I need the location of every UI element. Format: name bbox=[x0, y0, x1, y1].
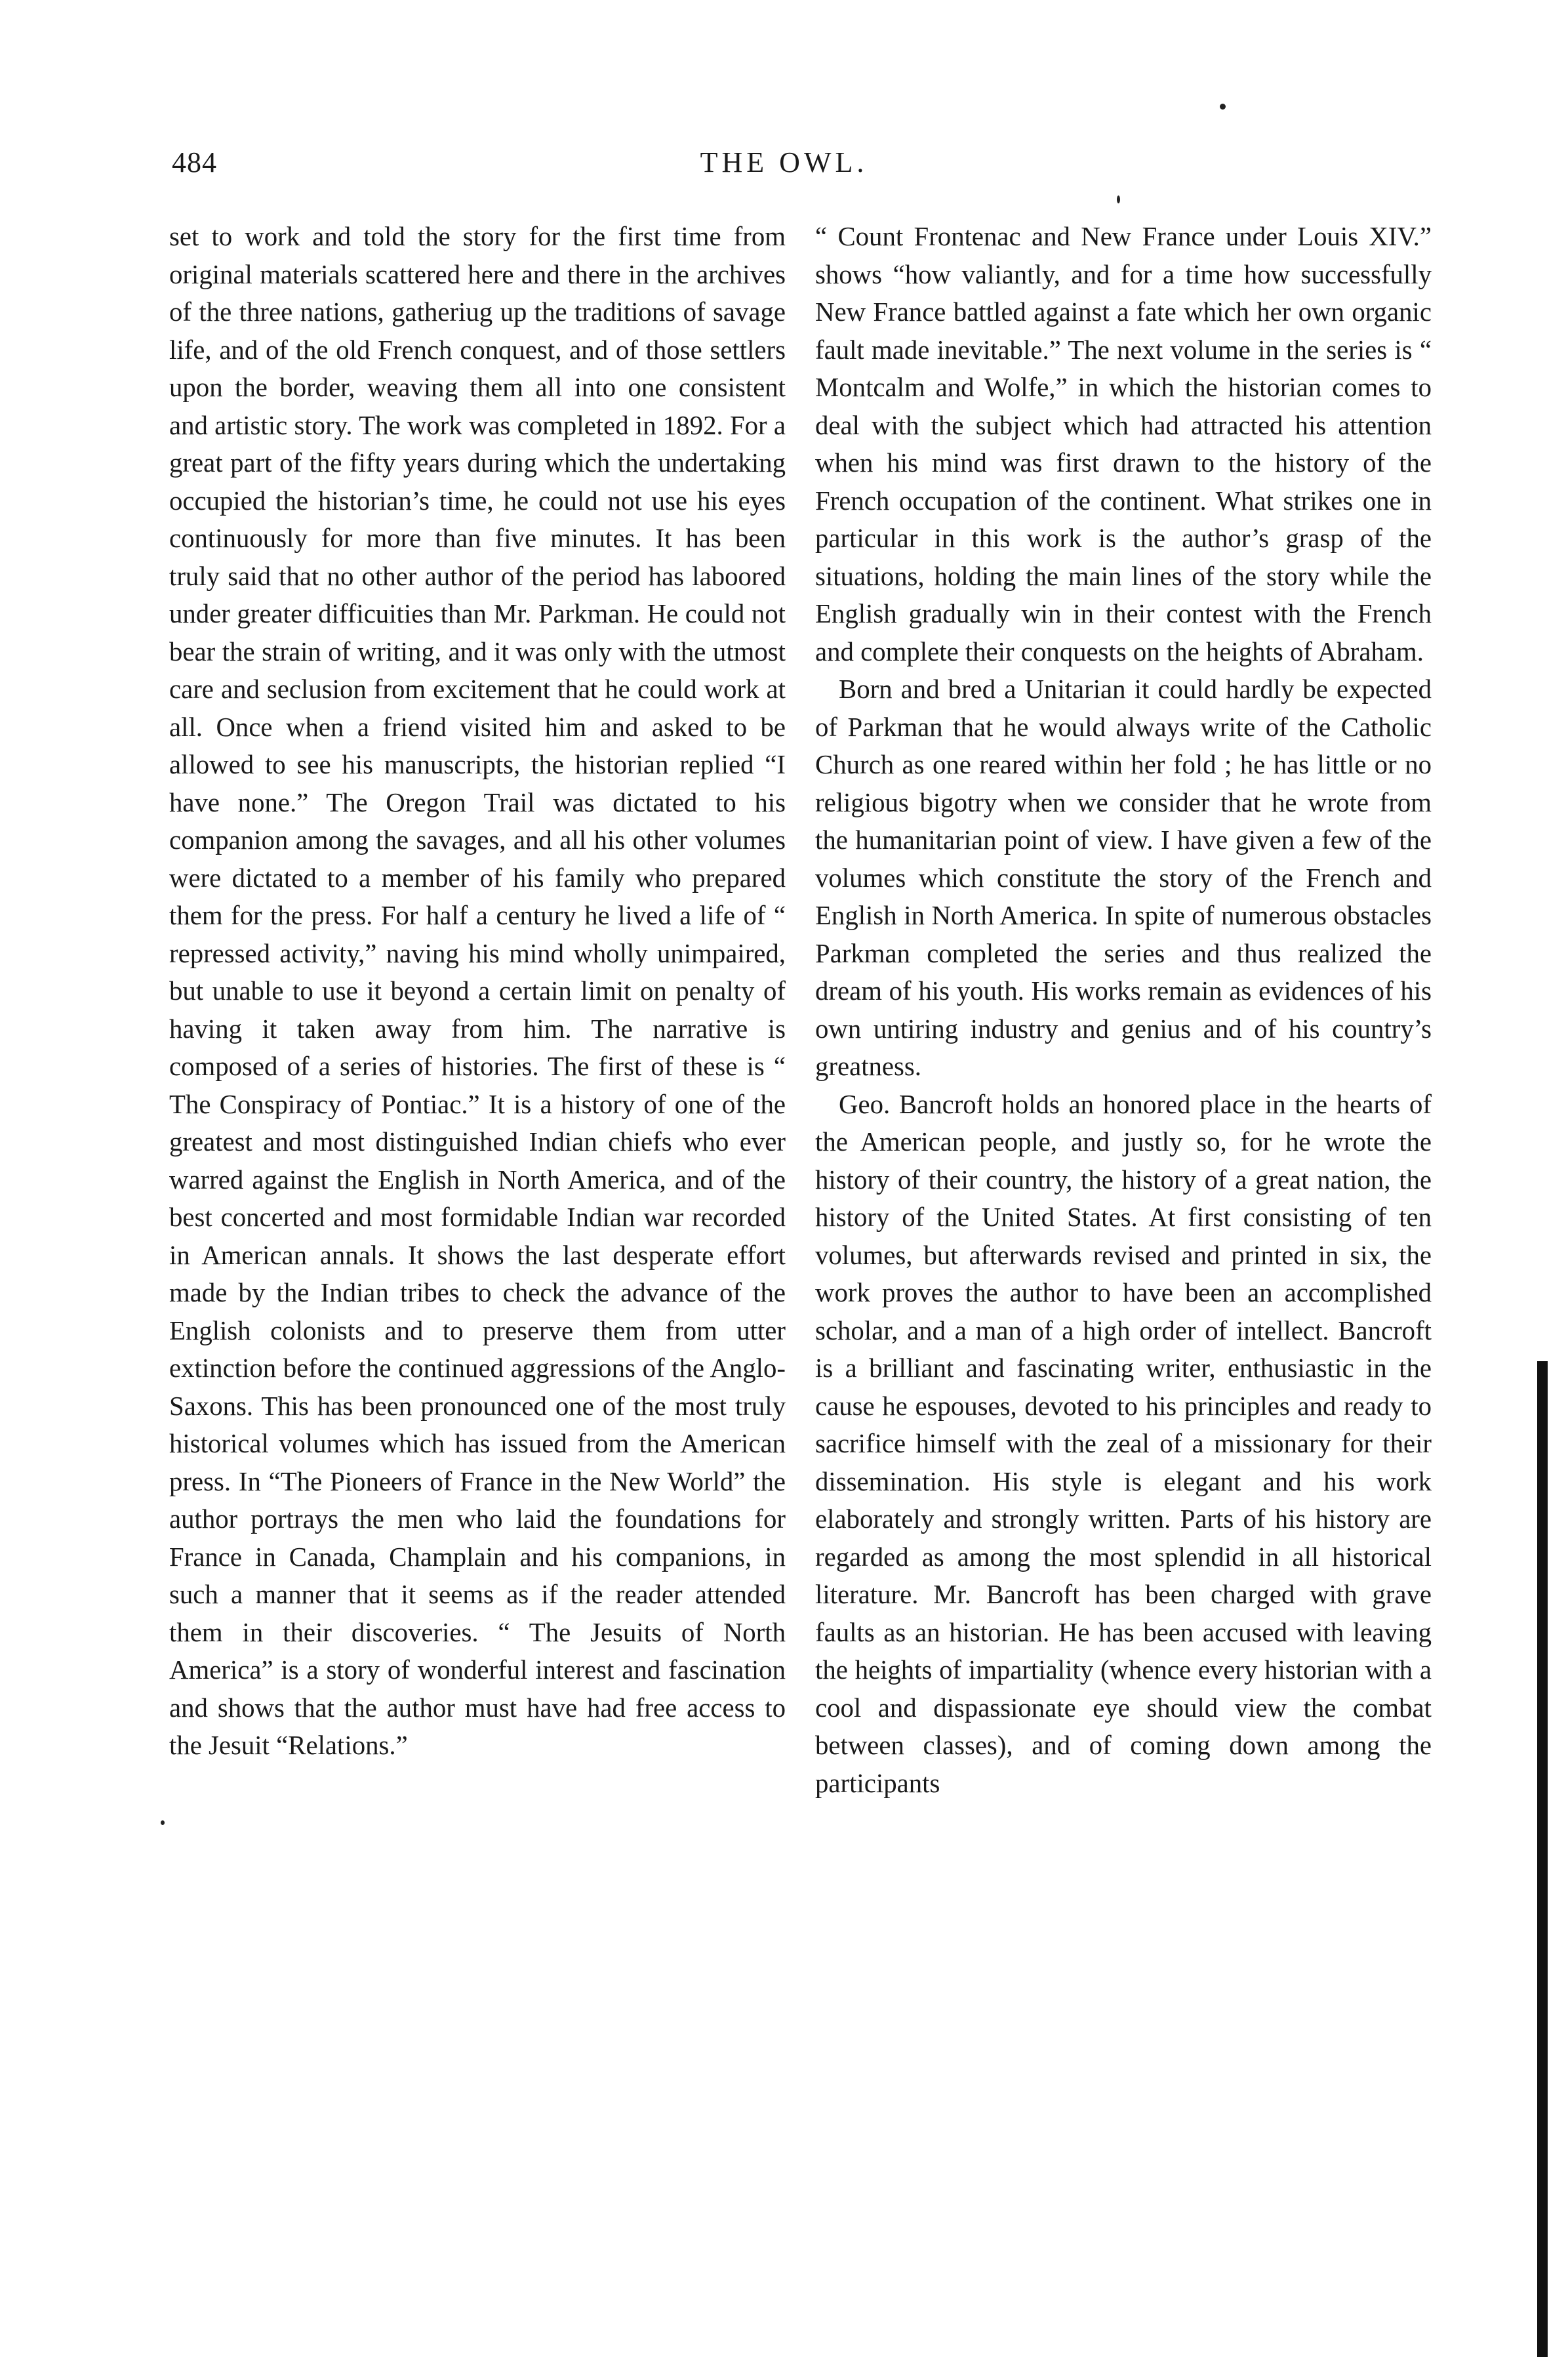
right-column bbox=[815, 218, 1432, 1802]
page-edge-shadow bbox=[1537, 1361, 1548, 2357]
page-number: 484 bbox=[172, 146, 217, 178]
left-column bbox=[169, 218, 786, 1765]
paragraph: Born and bred a Unitarian it could hardly be expected of Parkman that he would always write of the Catholic Church as one reared within her fold ; he has little or no religious bigotry when we consider that he wrote from the humanitarian point of view. I have given a few of the volumes which constitute the story of the French and English in North America. In spite of numerous obstacles Parkman completed the series and thus realized the dream of his youth. His works remain as evidences of his own untiring industry and genius and of his country’s greatness. bbox=[815, 674, 1432, 1081]
paragraph: “ Count Frontenac and New France under Louis XIV.” shows “how valiantly, and for a time how successfully New France battled against a fate which her own organic fault made inevitable.” The next volume in the series is “ Montcalm and Wolfe,” in which the historian comes to deal with the subject which had attracted his attention when his mind was first drawn to the history of the French occupation of the continent. What strikes one in particular in this work is the author’s grasp of the situations, holding the main lines of the story while the English gradually win in their contest with the French and complete their conquests on the heights of Abraham. bbox=[815, 222, 1432, 666]
paragraph: Geo. Bancroft holds an honored place in the hearts of the American people, and justly so, for he wrote the history of their country, the history of a great nation, the history of the United States. At first consisting of ten volumes, but afterwards revised and printed in six, the work proves the author to have been an accomplished scholar, and a man of a high order of intellect. Bancroft is a brilliant and fascinating writer, enthusiastic in the cause he espouses, devoted to his principles and ready to sacrifice himself with the zeal of a missionary for their dissemination. His style is elegant and his work elaborately and strongly written. Parts of his history are regarded as among the most splendid in all historical literature. Mr. Bancroft has been charged with grave faults as an historian. He has been accused with leaving the heights of impartiality (whence every historian with a cool and dispassionate eye should view the combat between classes), and of coming down among the participants bbox=[815, 1089, 1432, 1798]
ink-speck bbox=[1117, 195, 1120, 203]
running-title: THE OWL. bbox=[700, 146, 868, 178]
ink-speck bbox=[161, 1820, 165, 1825]
ink-speck bbox=[1220, 104, 1226, 110]
paragraph: set to work and told the story for the first time from original materials scattered here and there in the archives of the three nations, gatheriug up the traditions of savage life, and of the old French conquest, and of those settlers upon the border, weaving them all into one consistent and artistic story. The work was completed in 1892. For a great part of the fifty years during which the undertaking occupied the historian’s time, he could not use his eyes continuously for more than five minutes. It has been truly said that no other author of the period has laboored under greater difficuities than Mr. Parkman. He could not bear the strain of writing, and it was only with the utmost care and seclusion from excitement that he could work at all. Once when a friend visited him and asked to be allowed to see his manuscripts, the historian replied “I have none.” The Oregon Trail was dictated to his companion among the savages, and all his other volumes were dictated to a member of his family who prepared them for the press. For half a century he lived a life of “ repressed activity,” naving his mind wholly unimpaired, but unable to use it beyond a certain limit on penalty of having it taken away from him. The narrative is composed of a series of histories. The first of these is “ The Conspiracy of Pontiac.” It is a history of one of the greatest and most distinguished Indian chiefs who ever warred against the English in North America, and of the best concerted and most formidable Indian war recorded in American annals. It shows the last desperate effort made by the Indian tribes to check the advance of the English colonists and to preserve them from utter extinction before the continued aggressions of the Anglo-Saxons. This has been pronounced one of the most truly historical volumes which has issued from the American press. In “The Pioneers of France in the New World” the author portrays the men who laid the foundations for France in Canada, Champlain and his companions, in such a manner that it seems as if the reader attended them in their discoveries. “ The Jesuits of North America” is a story of wonderful interest and fascination and shows that the author must have had free access to the Jesuit “Relations.” bbox=[169, 222, 786, 1760]
